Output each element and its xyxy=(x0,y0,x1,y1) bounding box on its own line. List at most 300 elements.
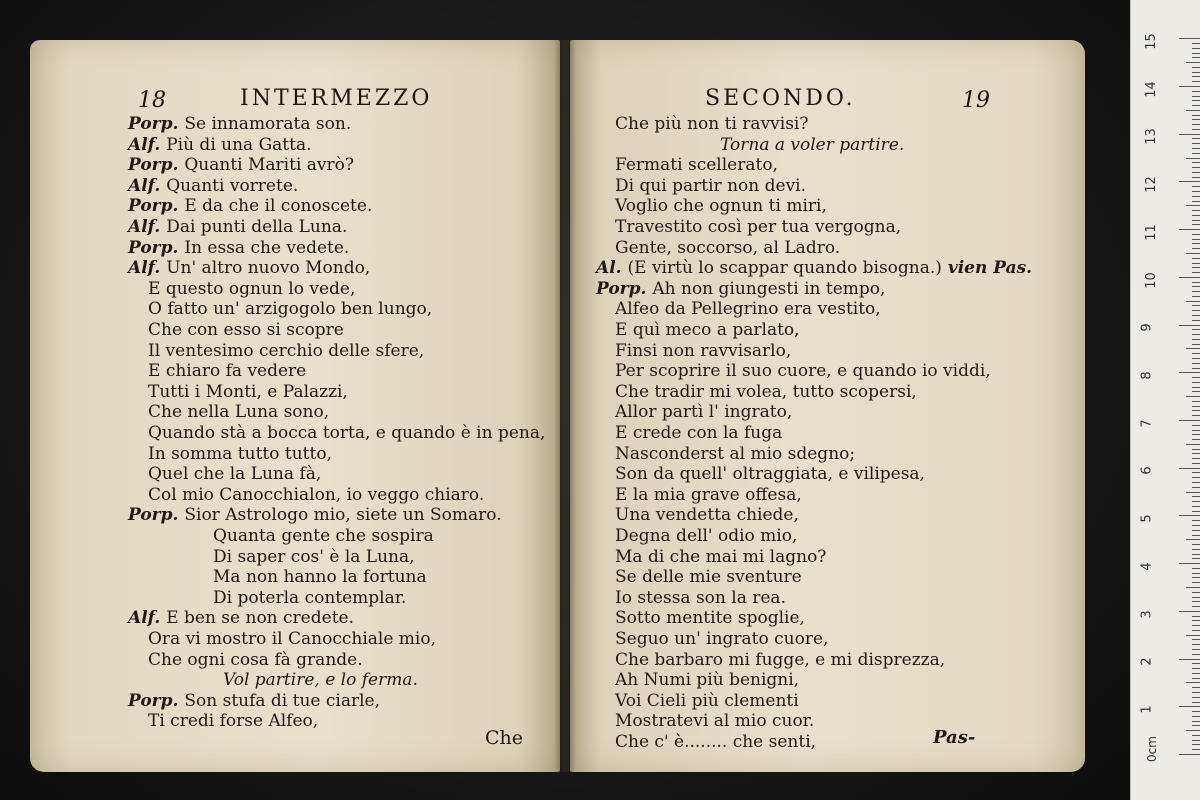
verse-text: Che più non ti ravvisi? xyxy=(615,114,809,134)
verse-text: Un' altro nuovo Mondo, xyxy=(166,258,371,279)
text-line xyxy=(615,299,881,319)
verse-text: Travestito così per tua vergogna, xyxy=(615,217,902,237)
ruler-tick xyxy=(1192,697,1200,698)
text-line xyxy=(615,320,800,340)
text-line xyxy=(223,670,418,690)
ruler-tick xyxy=(1179,515,1200,516)
ruler-tick xyxy=(1192,463,1200,464)
text-line xyxy=(596,279,885,299)
ruler-tick xyxy=(1192,511,1200,512)
left-folio: 18 xyxy=(138,88,166,113)
ruler-number: 11 xyxy=(1143,224,1159,241)
verse-text: E questo ognun lo vede, xyxy=(148,278,356,299)
ruler-tick xyxy=(1192,597,1200,598)
ruler-tick xyxy=(1192,272,1200,273)
ruler-tick xyxy=(1179,229,1200,230)
ruler-number: 15 xyxy=(1143,33,1159,50)
ruler-tick xyxy=(1192,286,1200,287)
ruler-tick xyxy=(1192,91,1200,92)
left-catchword: Che xyxy=(485,727,524,749)
ruler-tick xyxy=(1192,482,1200,483)
ruler-tick xyxy=(1192,320,1200,321)
ruler-tick xyxy=(1192,558,1200,559)
text-line xyxy=(615,526,797,546)
ruler-number: 9 xyxy=(1139,323,1155,332)
text-line xyxy=(615,402,792,422)
ruler-tick xyxy=(1192,501,1200,502)
ruler-tick xyxy=(1192,749,1200,750)
verse-text: Di qui partir non devi. xyxy=(615,175,807,196)
verse-text: Quanta gente che sospira xyxy=(213,526,434,546)
ruler-tick xyxy=(1192,525,1200,526)
text-line xyxy=(128,155,354,175)
ruler-tick xyxy=(1192,577,1200,578)
ruler-tick xyxy=(1192,263,1200,264)
ruler-tick xyxy=(1192,291,1200,292)
text-line xyxy=(615,382,917,402)
verse-text: E quì meco a parlato, xyxy=(615,320,800,340)
ruler-tick xyxy=(1192,496,1200,497)
verse-text: Dai punti della Luna. xyxy=(166,217,348,237)
ruler-tick xyxy=(1192,329,1200,330)
ruler-tick xyxy=(1192,48,1200,49)
ruler-tick xyxy=(1192,439,1200,440)
ruler-tick xyxy=(1192,668,1200,669)
text-line xyxy=(128,505,502,525)
ruler-tick xyxy=(1186,158,1200,159)
verse-text: Di poterla contemplar. xyxy=(213,587,407,608)
ruler-tick xyxy=(1192,358,1200,359)
ruler-tick xyxy=(1192,186,1200,187)
text-line xyxy=(128,176,298,196)
ruler-tick xyxy=(1186,396,1200,397)
ruler-tick xyxy=(1192,616,1200,617)
ruler-tick xyxy=(1186,110,1200,111)
ruler-tick xyxy=(1192,363,1200,364)
ruler-tick xyxy=(1186,444,1200,445)
verse-text: E la mia grave offesa, xyxy=(615,484,802,505)
verse-text: Degna dell' odio mio, xyxy=(615,526,798,546)
ruler-tick xyxy=(1192,601,1200,602)
text-line xyxy=(615,629,828,649)
verse-text: Che nella Luna sono, xyxy=(148,402,330,423)
text-line xyxy=(615,114,808,134)
ruler-tick xyxy=(1179,563,1200,564)
verse-text: Che con esso si scopre xyxy=(148,320,344,340)
right-folio: 19 xyxy=(962,88,990,113)
ruler-unit-label: 0cm xyxy=(1144,736,1159,762)
ruler-tick xyxy=(1192,549,1200,550)
ruler-tick xyxy=(1192,663,1200,664)
text-line xyxy=(615,670,799,690)
right-catchword: Pas- xyxy=(933,727,976,748)
verse-text: Io stessa son la rea. xyxy=(615,587,786,608)
speaker-label: Porp. xyxy=(596,278,653,299)
ruler-tick xyxy=(1186,62,1200,63)
open-book xyxy=(30,40,1085,772)
ruler-tick xyxy=(1192,191,1200,192)
text-line xyxy=(213,588,406,608)
ruler-tick xyxy=(1192,725,1200,726)
ruler-tick xyxy=(1192,568,1200,569)
text-line xyxy=(615,485,802,505)
ruler-tick xyxy=(1192,582,1200,583)
ruler-tick xyxy=(1192,530,1200,531)
text-line xyxy=(615,361,991,381)
speaker-label: Al. xyxy=(596,258,628,279)
text-line xyxy=(615,711,814,731)
text-line xyxy=(148,464,321,484)
ruler-tick xyxy=(1192,53,1200,54)
text-line xyxy=(615,176,806,196)
ruler-tick xyxy=(1179,706,1200,707)
text-line xyxy=(615,650,945,670)
verse-text: E ben se non credete. xyxy=(166,608,354,629)
speaker-label: Alf. xyxy=(128,608,167,629)
text-line xyxy=(148,711,318,731)
text-line xyxy=(615,608,805,628)
ruler-tick xyxy=(1192,67,1200,68)
ruler-tick xyxy=(1192,115,1200,116)
ruler-tick xyxy=(1192,148,1200,149)
ruler-tick xyxy=(1192,334,1200,335)
ruler-tick xyxy=(1192,377,1200,378)
ruler-tick xyxy=(1192,224,1200,225)
ruler-tick xyxy=(1192,453,1200,454)
ruler-number: 7 xyxy=(1139,419,1155,428)
speaker-label: Porp. xyxy=(128,155,185,176)
ruler-tick xyxy=(1192,702,1200,703)
ruler-tick xyxy=(1192,649,1200,650)
ruler-tick xyxy=(1192,368,1200,369)
verse-text: Che tradir mi volea, tutto scopersi, xyxy=(615,381,917,402)
ruler-tick xyxy=(1192,425,1200,426)
text-line xyxy=(615,238,840,258)
ruler-tick xyxy=(1192,57,1200,58)
ruler-tick xyxy=(1192,740,1200,741)
verse-text: E crede con la fuga xyxy=(615,423,783,443)
text-line xyxy=(128,608,354,628)
ruler-tick xyxy=(1192,220,1200,221)
ruler-tick xyxy=(1192,544,1200,545)
ruler-tick xyxy=(1192,310,1200,311)
verse-text: Ma di che mai mi lagno? xyxy=(615,546,827,567)
verse-text: Una vendetta chiede, xyxy=(615,505,799,526)
ruler-tick xyxy=(1186,730,1200,731)
ruler-tick xyxy=(1192,305,1200,306)
verse-text: Quanti Mariti avrò? xyxy=(184,155,354,176)
text-line xyxy=(596,258,1032,278)
text-line xyxy=(213,526,434,546)
right-page xyxy=(570,40,1085,772)
book-gutter xyxy=(554,40,576,772)
measuring-ruler xyxy=(1130,0,1200,800)
text-line xyxy=(615,341,791,361)
text-line xyxy=(128,196,372,216)
ruler-tick xyxy=(1179,325,1200,326)
text-line xyxy=(615,464,925,484)
right-running-head: SECONDO. xyxy=(705,86,856,111)
text-line xyxy=(128,217,347,237)
ruler-number: 10 xyxy=(1143,271,1159,289)
speaker-label: Porp. xyxy=(128,505,185,526)
ruler-tick xyxy=(1192,449,1200,450)
ruler-tick xyxy=(1192,434,1200,435)
text-line xyxy=(615,691,799,711)
ruler-tick xyxy=(1192,506,1200,507)
ruler-number: 8 xyxy=(1139,371,1155,380)
ruler-tick xyxy=(1192,143,1200,144)
verse-text: Ah Numi più benigni, xyxy=(615,670,800,691)
text-line xyxy=(213,547,415,567)
verse-text: (E virtù lo scappar quando bisogna.) xyxy=(627,258,942,279)
stage-direction: Torna a voler partire. xyxy=(720,134,905,155)
verse-text: Se delle mie sventure xyxy=(615,567,802,588)
text-line xyxy=(615,155,778,175)
ruler-number: 13 xyxy=(1143,128,1159,146)
ruler-tick xyxy=(1192,167,1200,168)
text-line xyxy=(615,196,827,216)
ruler-number: 3 xyxy=(1139,609,1155,619)
speaker-label: Alf. xyxy=(128,217,167,237)
text-line xyxy=(213,567,427,587)
verse-text: Finsi non ravvisarlo, xyxy=(615,340,792,361)
ruler-tick xyxy=(1192,391,1200,392)
ruler-tick xyxy=(1192,625,1200,626)
ruler-tick xyxy=(1179,659,1200,660)
text-line xyxy=(148,423,545,443)
ruler-tick xyxy=(1186,539,1200,540)
ruler-tick xyxy=(1192,124,1200,125)
verse-text: Ora vi mostro il Canocchiale mio, xyxy=(148,629,436,649)
ruler-tick xyxy=(1192,410,1200,411)
ruler-tick xyxy=(1192,744,1200,745)
left-page xyxy=(30,40,560,772)
ruler-tick xyxy=(1179,754,1200,755)
speaker-label: Alf. xyxy=(128,175,167,196)
ruler-number: 2 xyxy=(1139,657,1155,666)
verse-text: Di saper cos' è la Luna, xyxy=(213,546,415,567)
verse-text: Col mio Canocchialon, io veggo chiaro. xyxy=(148,484,485,505)
verse-text: Nasconderst al mio sdegno; xyxy=(615,443,856,464)
ruler-tick xyxy=(1192,477,1200,478)
ruler-tick xyxy=(1192,129,1200,130)
ruler-tick xyxy=(1192,673,1200,674)
ruler-tick xyxy=(1192,721,1200,722)
ruler-tick xyxy=(1192,472,1200,473)
verse-text: Sior Astrologo mio, siete un Somaro. xyxy=(184,505,502,526)
verse-text: Allor partì l' ingrato, xyxy=(615,402,793,423)
ruler-tick xyxy=(1192,592,1200,593)
text-line xyxy=(128,691,380,711)
verse-text: O fatto un' arzigogolo ben lungo, xyxy=(148,299,433,320)
verse-text: Ma non hanno la fortuna xyxy=(213,567,427,588)
ruler-tick xyxy=(1179,181,1200,182)
ruler-tick xyxy=(1192,387,1200,388)
ruler-tick xyxy=(1192,100,1200,101)
ruler-tick xyxy=(1186,348,1200,349)
ruler-tick xyxy=(1192,81,1200,82)
speaker-label: Alf. xyxy=(128,134,167,155)
ruler-tick xyxy=(1192,215,1200,216)
verse-text: E chiaro fa vedere xyxy=(148,361,307,382)
text-line xyxy=(148,341,424,361)
ruler-number: 6 xyxy=(1139,466,1155,476)
ruler-number: 5 xyxy=(1139,514,1155,523)
verse-text: Alfeo da Pellegrino era vestito, xyxy=(615,299,881,320)
ruler-tick xyxy=(1192,76,1200,77)
text-line xyxy=(148,629,436,649)
ruler-tick xyxy=(1192,535,1200,536)
ruler-tick xyxy=(1179,38,1200,39)
speaker-label: Alf. xyxy=(128,258,167,279)
verse-text: Che c' è........ che senti, xyxy=(615,732,817,752)
speaker-label: Porp. xyxy=(128,237,185,258)
ruler-number: 12 xyxy=(1143,176,1159,193)
ruler-number: 14 xyxy=(1143,80,1159,98)
ruler-tick xyxy=(1192,234,1200,235)
verse-text: Che ogni cosa fà grande. xyxy=(148,649,363,670)
ruler-tick xyxy=(1192,620,1200,621)
ruler-tick xyxy=(1192,692,1200,693)
ruler-tick xyxy=(1192,296,1200,297)
ruler-tick xyxy=(1192,644,1200,645)
stage-direction-tail: vien Pas. xyxy=(941,258,1033,279)
ruler-tick xyxy=(1179,468,1200,469)
ruler-tick xyxy=(1192,654,1200,655)
verse-text: Voglio che ognun ti miri, xyxy=(615,196,827,217)
ruler-tick xyxy=(1186,205,1200,206)
verse-text: In essa che vedete. xyxy=(184,237,350,258)
ruler-tick xyxy=(1192,138,1200,139)
verse-text: Gente, soccorso, al Ladro. xyxy=(615,237,841,258)
text-line xyxy=(148,402,329,422)
ruler-tick xyxy=(1186,301,1200,302)
ruler-tick xyxy=(1192,630,1200,631)
ruler-tick xyxy=(1192,201,1200,202)
text-line xyxy=(148,650,363,670)
text-line xyxy=(148,279,355,299)
ruler-tick xyxy=(1192,353,1200,354)
speaker-label: Porp. xyxy=(128,114,185,134)
verse-text: Sotto mentite spoglie, xyxy=(615,608,805,629)
text-line xyxy=(720,135,904,155)
ruler-tick xyxy=(1192,711,1200,712)
speaker-label: Porp. xyxy=(128,690,185,711)
speaker-label: Porp. xyxy=(128,196,185,217)
ruler-tick xyxy=(1192,573,1200,574)
ruler-tick xyxy=(1192,172,1200,173)
ruler-tick xyxy=(1192,487,1200,488)
ruler-tick xyxy=(1192,248,1200,249)
verse-text: Se innamorata son. xyxy=(184,114,352,134)
ruler-tick xyxy=(1192,687,1200,688)
verse-text: Tutti i Monti, e Palazzi, xyxy=(148,381,348,402)
ruler-tick xyxy=(1192,458,1200,459)
ruler-tick xyxy=(1192,382,1200,383)
ruler-tick xyxy=(1192,105,1200,106)
ruler-tick xyxy=(1192,401,1200,402)
ruler-tick xyxy=(1179,134,1200,135)
ruler-tick xyxy=(1192,520,1200,521)
ruler-tick xyxy=(1192,735,1200,736)
ruler-tick xyxy=(1192,43,1200,44)
text-line xyxy=(148,361,306,381)
ruler-tick xyxy=(1192,430,1200,431)
ruler-tick xyxy=(1179,277,1200,278)
ruler-tick xyxy=(1192,344,1200,345)
text-line xyxy=(128,238,349,258)
verse-text: Mostratevi al mio cuor. xyxy=(615,711,815,732)
verse-text: Il ventesimo cerchio delle sfere, xyxy=(148,340,425,361)
ruler-tick xyxy=(1179,86,1200,87)
text-line xyxy=(615,217,901,237)
verse-text: Più di una Gatta. xyxy=(166,134,312,155)
stage-direction: Vol partire, e lo ferma. xyxy=(223,670,418,691)
ruler-tick xyxy=(1179,372,1200,373)
ruler-number: 1 xyxy=(1139,705,1155,714)
ruler-tick xyxy=(1192,415,1200,416)
verse-text: Quando stà a bocca torta, e quando è in pena, xyxy=(148,423,546,443)
text-line xyxy=(615,423,782,443)
verse-text: Ti credi forse Alfeo, xyxy=(148,711,319,732)
ruler-tick xyxy=(1192,239,1200,240)
verse-text: Seguo un' ingrato cuore, xyxy=(615,629,829,649)
ruler-tick xyxy=(1192,96,1200,97)
verse-text: Ah non giungesti in tempo, xyxy=(652,278,886,299)
text-line xyxy=(148,320,344,340)
ruler-tick xyxy=(1192,339,1200,340)
ruler-tick xyxy=(1192,72,1200,73)
left-running-head: INTERMEZZO xyxy=(240,86,433,111)
text-line xyxy=(128,114,351,134)
ruler-tick xyxy=(1192,177,1200,178)
text-line xyxy=(128,258,370,278)
text-line xyxy=(148,444,332,464)
ruler-tick xyxy=(1179,611,1200,612)
ruler-tick xyxy=(1186,253,1200,254)
text-line xyxy=(615,505,799,525)
ruler-tick xyxy=(1192,282,1200,283)
ruler-tick xyxy=(1192,196,1200,197)
ruler-tick xyxy=(1192,153,1200,154)
ruler-number: 4 xyxy=(1139,562,1155,571)
text-line xyxy=(615,732,816,752)
verse-text: Quanti vorrete. xyxy=(166,175,299,196)
ruler-tick xyxy=(1192,554,1200,555)
verse-text: Fermati scellerato, xyxy=(615,155,778,176)
verse-text: Per scoprire il suo cuore, e quando io viddi, xyxy=(615,361,991,382)
text-line xyxy=(615,444,855,464)
ruler-tick xyxy=(1186,682,1200,683)
text-line xyxy=(148,485,484,505)
ruler-tick xyxy=(1192,210,1200,211)
ruler-tick xyxy=(1192,678,1200,679)
verse-text: E da che il conoscete. xyxy=(184,196,373,217)
ruler-tick xyxy=(1192,162,1200,163)
verse-text: Son stufa di tue ciarle, xyxy=(184,690,381,711)
text-line xyxy=(148,299,432,319)
verse-text: Quel che la Luna fà, xyxy=(148,464,322,485)
verse-text: In somma tutto tutto, xyxy=(148,443,332,464)
ruler-tick xyxy=(1186,635,1200,636)
ruler-tick xyxy=(1192,119,1200,120)
verse-text: Son da quell' oltraggiata, e vilipesa, xyxy=(615,464,925,485)
ruler-tick xyxy=(1192,606,1200,607)
ruler-tick xyxy=(1186,492,1200,493)
ruler-tick xyxy=(1179,420,1200,421)
ruler-tick xyxy=(1192,406,1200,407)
